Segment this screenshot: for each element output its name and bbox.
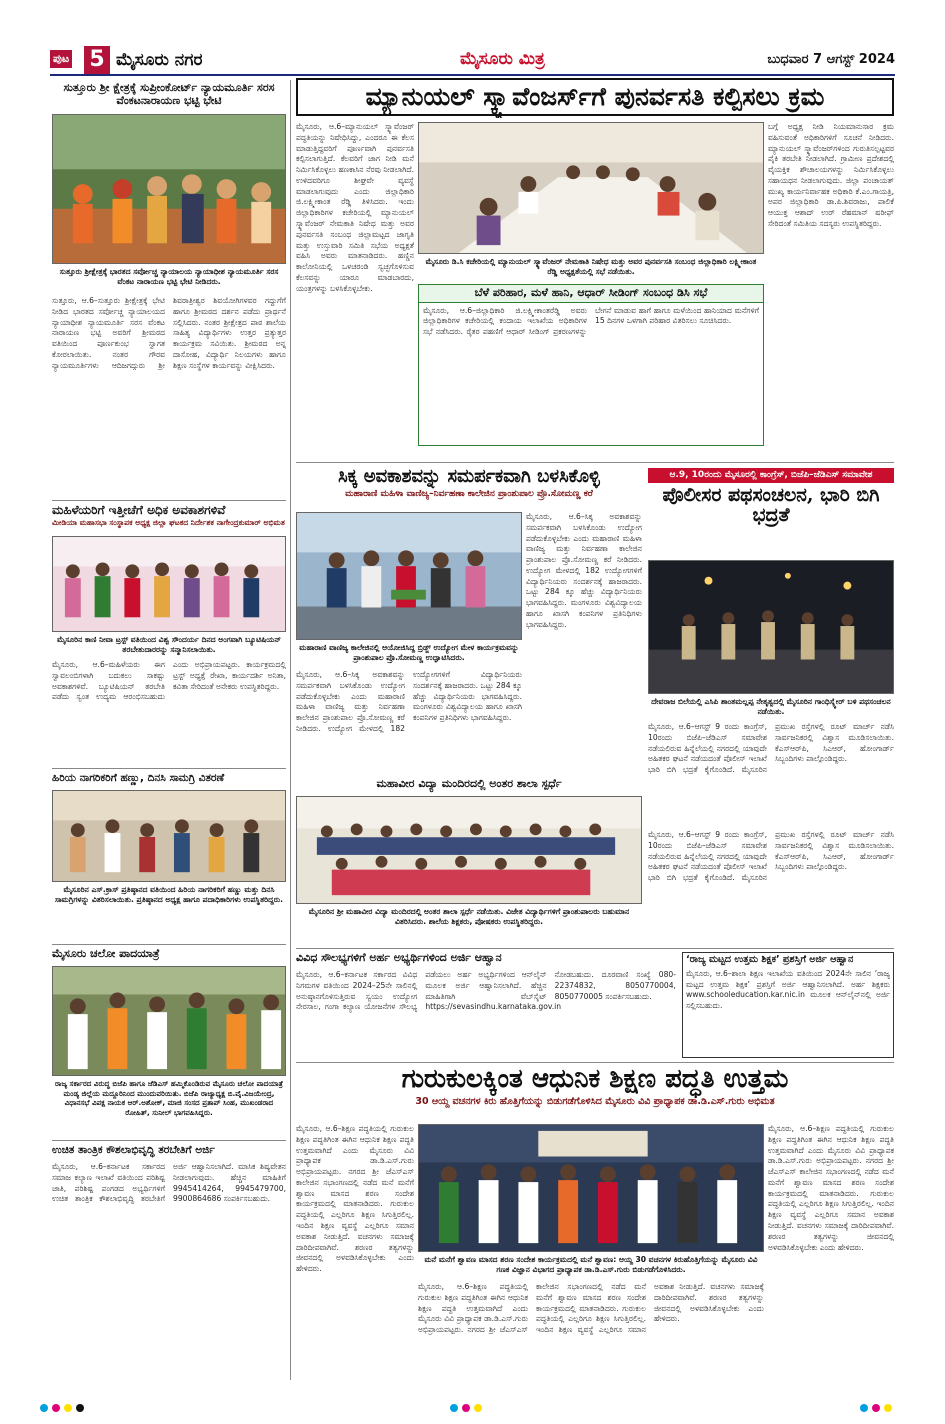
women-subhead: ಮೀಡಿಯಾ ಮಹಾಸಭಾ ಸಂಸ್ಥಾಪಕ ಅಧ್ಯಕ್ಷ ಜಿಲ್ಲಾ ಘಟಕದ ನಿರ್ದೇಶಕ ನಾಗೇಂದ್ರಕುಮಾರ್ ಅಭಿಮತ: [52, 517, 285, 527]
women-body: ಮೈಸೂರು, ಆ.6–ಮಹಿಳೆಯರು ಈಗ ಸ್ವಾವಲಂಬಿಗಳಾಗಿ ಬದುಕಲು ಸಾಕಷ್ಟು ಅವಕಾಶಗಳಿವೆ. ಬ್ಯೂಟಿಷಿಯನ್ ತರಬೇತಿ ಪಡೆದು ಸ್ವಂತ ಉದ್ಯಮ ಆರಂಭಿಸಬಹುದು ಎಂದು ಅಭಿಪ್ರಾಯಪಟ್ಟರು. ಕಾರ್ಯಕ್ರಮದಲ್ಲಿ ಟ್ರಸ್ಟ್ ಅಧ್ಯಕ್ಷೆ ರೇಖಾ, ಕಾರ್ಯದರ್ಶಿ ಅನಿತಾ, ಕವಿತಾ ಸೇರಿದಂತೆ ಅನೇಕರು ಉಪಸ್ಥಿತರಿದ್ದರು.: [52, 660, 286, 702]
gurukul-body-mid: ಮೈಸೂರು, ಆ.6–ಶಿಕ್ಷಣ ಪದ್ಧತಿಯಲ್ಲಿ ಗುರುಕುಲ ಶಿಕ್ಷಣ ಪದ್ಧತಿಗಿಂತ ಈಗಿನ ಆಧುನಿಕ ಶಿಕ್ಷಣ ಪದ್ಧತಿ ಉತ್ತಮವಾಗಿದೆ ಎಂದು ಮೈಸೂರು ವಿವಿ ಪ್ರಾಧ್ಯಾಪಕ ಡಾ.ಡಿ.ಎಸ್.ಗುರು ಅಭಿಪ್ರಾಯಪಟ್ಟರು. ನಗರದ ಶ್ರೀ ಜೆಎಸ್‌ಎಸ್ ಕಾಲೇಜಿನ ಸಭಾಂಗಣದಲ್ಲಿ ನಡೆದ ಮನೆ ಮನೆಗೆ ಶ್ವಾವಣ ಮಾಸದ ಶರಣ ಸಂದೇಶ ಕಾರ್ಯಕ್ರಮದಲ್ಲಿ ಮಾತನಾಡಿದರು. ಗುರುಕುಲ ಪದ್ಧತಿಯಲ್ಲಿ ಎಲ್ಲರಿಗೂ ಶಿಕ್ಷಣ ಸಿಗುತ್ತಿರಲಿಲ್ಲ. ಇಂದಿನ ಶಿಕ್ಷಣ ವ್ಯವಸ್ಥೆ ಎಲ್ಲರಿಗೂ ಸಮಾನ ಅವಕಾಶ ನೀಡುತ್ತಿದೆ. ವಚನಗಳು ಸಮಾಜಕ್ಕೆ ದಾರಿದೀಪವಾಗಿವೆ. ಶರಣರ ತತ್ವಗಳನ್ನು ಜೀವನದಲ್ಲಿ ಅಳವಡಿಸಿಕೊಳ್ಳಬೇಕು ಎಂದು ಹೇಳಿದರು.: [418, 1282, 764, 1335]
women-caption-wrap: [52, 634, 286, 658]
jobs-headline: ವಿವಿಧ ಸೌಲಭ್ಯಗಳಿಗೆ ಅರ್ಹ ಅಭ್ಯರ್ಥಿಗಳಿಂದ ಅರ್ಜಿ ಆಹ್ವಾನ: [296, 952, 502, 964]
column-divider: [290, 80, 291, 1380]
gurukul-body-left-wrap: [296, 1124, 414, 1374]
rule: [52, 768, 286, 769]
elders-headline-wrap: [52, 772, 286, 788]
rally-tag-line: ಆ.9, 10ರಂದು ಮೈಸೂರಲ್ಲಿ ಕಾಂಗ್ರೆಸ್, ಬಿಜೆಪಿ–ಜೆಡಿಎಸ್ ಸಮಾವೇಶ: [669, 470, 873, 480]
women-headline: ಮಹಿಳೆಯರಿಗೆ ಇತ್ತೀಚೆಗೆ ಅಧಿಕ ಅವಕಾಶಗಳಿವೆ: [52, 504, 226, 517]
chalo-caption: ರಾಜ್ಯ ಸರ್ಕಾರದ ವಿರುದ್ಧ ಬಿಜೆಪಿ ಹಾಗೂ ಜೆಡಿಎಸ್ ಹಮ್ಮಿಕೊಂಡಿರುವ ಮೈಸೂರು ಚಲೋ ಪಾದಯಾತ್ರೆ ಮಂಡ್ಯ ಜಿಲ್ಲೆಯ ಮದ್ದೂರಿನಿಂದ ಮುಂದುವರಿಯಿತು. ಬಿಜೆಪಿ ರಾಜ್ಯಾಧ್ಯಕ್ಷ ಬಿ.ವೈ.ವಿಜಯೇಂದ್ರ, ವಿಧಾನಸಭೆ ವಿಪಕ್ಷ ನಾಯಕ ಆರ್.ಅಶೋಕ್, ಮಾಜಿ ಸಂಸದ ಪ್ರತಾಪ್ ಸಿಂಹ, ಮುಖಂಡರಾದ ರೋಹಿತ್, ಸುನೀಲ್ ಭಾಗವಹಿಸಿದ್ದರು.: [55, 1079, 283, 1118]
chalo-headline: ಮೈಸೂರು ಚಲೋ ಪಾದಯಾತ್ರೆ: [52, 948, 160, 960]
visit-photo: [52, 114, 286, 264]
quiz-headline: ಮಹಾವೀರ ವಿದ್ಯಾ ಮಂದಿರದಲ್ಲಿ ಅಂತರ ಶಾಲಾ ಸ್ಪರ್ಧೆ: [376, 778, 562, 790]
women-photo: [52, 536, 286, 632]
career-caption: ಮಹಾರಾಣಿ ವಾಣಿಜ್ಯ ಕಾಲೇಜಿನಲ್ಲಿ ಆಯೋಜಿಸಿದ್ದ ಬ್ರಿಡ್ಜ್ ಉದ್ಯೋಗ ಮೇಳ ಕಾರ್ಯಕ್ರಮವನ್ನು ಪ್ರಾಂಶುಪಾಲ ಪ್ರೊ.ಸೋಮಣ್ಣ ಉದ್ಘಾಟಿಸಿದರು.: [299, 643, 519, 663]
elders-photo: [52, 790, 286, 882]
women-body-wrap: [52, 660, 286, 764]
registration-dot: [474, 1404, 482, 1412]
registration-dot: [872, 1404, 880, 1412]
gurukul-caption: ಮನೆ ಮನೆಗೆ ಶ್ವಾವಣ ಮಾಸದ ಶರಣ ಸಂದೇಶ ಕಾರ್ಯಕ್ರಮದಲ್ಲಿ ಮನೆ ಶ್ವಾವಣ: ಆಯ್ದ 30 ವಚನಗಳ ಕಿರುಹೊತ್ತಿಗೆಯನ್ನು ಮೈಸೂರು ವಿವಿ ಗಣಕ ವಿಜ್ಞಾನ ವಿಭಾಗದ ಪ್ರಾಧ್ಯಾಪಕ ಡಾ.ಡಿ.ಎಸ್.ಗುರು ಬಿಡುಗಡೆಗೊಳಿಸಿದರು.: [424, 1255, 758, 1275]
gurukul-body: ಮೈಸೂರು, ಆ.6–ಶಿಕ್ಷಣ ಪದ್ಧತಿಯಲ್ಲಿ ಗುರುಕುಲ ಶಿಕ್ಷಣ ಪದ್ಧತಿಗಿಂತ ಈಗಿನ ಆಧುನಿಕ ಶಿಕ್ಷಣ ಪದ್ಧತಿ ಉತ್ತಮವಾಗಿದೆ ಎಂದು ಮೈಸೂರು ವಿವಿ ಪ್ರಾಧ್ಯಾಪಕ ಡಾ.ಡಿ.ಎಸ್.ಗುರು ಅಭಿಪ್ರಾಯಪಟ್ಟರು. ನಗರದ ಶ್ರೀ ಜೆಎಸ್‌ಎಸ್ ಕಾಲೇಜಿನ ಸಭಾಂಗಣದಲ್ಲಿ ನಡೆದ ಮನೆ ಮನೆಗೆ ಶ್ವಾವಣ ಮಾಸದ ಶರಣ ಸಂದೇಶ ಕಾರ್ಯಕ್ರಮದಲ್ಲಿ ಮಾತನಾಡಿದರು. ಗುರುಕುಲ ಪದ್ಧತಿಯಲ್ಲಿ ಎಲ್ಲರಿಗೂ ಶಿಕ್ಷಣ ಸಿಗುತ್ತಿರಲಿಲ್ಲ. ಇಂದಿನ ಶಿಕ್ಷಣ ವ್ಯವಸ್ಥೆ ಎಲ್ಲರಿಗೂ ಸಮಾನ ಅವಕಾಶ ನೀಡುತ್ತಿದೆ. ವಚನಗಳು ಸಮಾಜಕ್ಕೆ ದಾರಿದೀಪವಾಗಿವೆ. ಶರಣರ ತತ್ವಗಳನ್ನು ಜೀವನದಲ್ಲಿ ಅಳವಡಿಸಿಕೊಳ್ಳಬೇಕು ಎಂದು ಹೇಳಿದರು.: [296, 1124, 414, 1274]
women-caption: ಮೈಸೂರಿನ ಕಾಣಿ ನೀವಾ ಟ್ರಸ್ಟ್ ವತಿಯಿಂದ ವಿಶ್ವ ಸೌಂದರ್ಯ ದಿನದ ಅಂಗವಾಗಿ ಬ್ಯೂಟಿಷಿಯನ್ ತರಬೇತುದಾರರನ್ನು ಸನ್ಮಾನಿಸಲಾಯಿತು.: [56, 635, 282, 655]
award-body: ಮೈಸೂರು, ಆ.6–ಶಾಲಾ ಶಿಕ್ಷಣ ಇಲಾಖೆಯ ವತಿಯಿಂದ 2024ನೇ ಸಾಲಿನ ‘ರಾಜ್ಯ ಮಟ್ಟದ ಉತ್ತಮ ಶಿಕ್ಷಕ’ ಪ್ರಶಸ್ತಿಗೆ ಅರ್ಜಿ ಆಹ್ವಾನಿಸಲಾಗಿದೆ. ಅರ್ಹ ಶಿಕ್ಷಕರು www.schooleducation.kar.nic.in ಮೂಲಕ ಆನ್‌ಲೈನ್‌ನಲ್ಲಿ ಅರ್ಜಿ ಸಲ್ಲಿಸಬಹುದು.: [686, 968, 890, 1011]
rally-headline-wrap: [648, 468, 894, 538]
gurukul-headline-wrap: [296, 1066, 894, 1122]
rally-body: ಮೈಸೂರು, ಆ.6–ಆಗಸ್ಟ್ 9 ರಂದು ಕಾಂಗ್ರೆಸ್, 10ರಂದು ಬಿಜೆಪಿ–ಜೆಡಿಎಸ್ ಸಮಾವೇಶ ನಡೆಯಲಿರುವ ಹಿನ್ನೆಲೆಯಲ್ಲಿ ನಗರದಲ್ಲಿ ಯಾವುದೇ ಅಹಿತಕರ ಘಟನೆ ನಡೆಯದಂತೆ ಪೊಲೀಸ್ ಇಲಾಖೆ ಭಾರಿ ಬಿಗಿ ಭದ್ರತೆ ಕೈಗೊಂಡಿದೆ. ಮೈಸೂರಿನ ಪ್ರಮುಖ ರಸ್ತೆಗಳಲ್ಲಿ ರೂಟ್ ಮಾರ್ಚ್ ನಡೆಸಿ ಸಾರ್ವಜನಿಕರಲ್ಲಿ ವಿಶ್ವಾಸ ಮೂಡಿಸಲಾಯಿತು. ಕೆಎಸ್‌ಆರ್‌ಪಿ, ಸಿಎಆರ್, ಹೋಂಗಾರ್ಡ್ ಸಿಬ್ಬಂದಿಗಳು ಪಾಲ್ಗೊಂಡಿದ್ದರು.: [648, 722, 894, 775]
scavengers-body: ಮೈಸೂರು, ಆ.6–ಮ್ಯಾನುಯಲ್ ಸ್ಕ್ಯಾವೆಂಜರ್ ಪದ್ಧತಿಯನ್ನು ನಿಷೇಧಿಸಿದ್ದು, ಎಂದರೂ ಈ ಕೆಲಸ ಮಾಡುತ್ತಿದ್ದವರಿಗೆ ಪೂರ್ಣವಾಗಿ ಪುನರ್ವಸತಿ ಕಲ್ಪಿಸಲಾಗುತ್ತಿದೆ. ಕೆಲವರಿಗೆ ಜಾಗ ನೀಡಿ ಮನೆ ನಿರ್ಮಿಸಿಕೊಳ್ಳಲು ಹಣಕಾಸಿನ ನೆರವು ನೀಡಲಾಗಿದೆ. ಉಳಿದವರಿಗೂ ಶೀಘ್ರವೇ ವ್ಯವಸ್ಥೆ ಮಾಡಲಾಗುವುದು ಎಂದು ಜಿಲ್ಲಾಧಿಕಾರಿ ಜಿ.ಲಕ್ಷ್ಮೀಕಾಂತ ರೆಡ್ಡಿ ತಿಳಿಸಿದರು. ಇಂದು ಜಿಲ್ಲಾಧಿಕಾರಿಗಳ ಕಚೇರಿಯಲ್ಲಿ ಮ್ಯಾನುಯಲ್ ಸ್ಕ್ಯಾವೆಂಜರ್ ನೇಮಕಾತಿ ನಿಷೇಧ ಮತ್ತು ಅವರ ಪುನರ್ವಸತಿ ಸಂಬಂಧ ಜಿಲ್ಲಾಮಟ್ಟದ ಜಾಗೃತಿ ಮತ್ತು ಉಸ್ತುವಾರಿ ಸಮಿತಿ ಸಭೆಯ ಅಧ್ಯಕ್ಷತೆ ವಹಿಸಿ ಅವರು ಮಾತನಾಡಿದರು. ಹಣ್ಣಿನ ಕಾಲೋನಿಯಲ್ಲಿ ಒಳಚರಂಡಿ ಸ್ವಚ್ಛಗೊಳಿಸುವ ಕೆಲಸವನ್ನು ಯಾರೂ ಮಾಡಬಾರದು, ಯಂತ್ರಗಳನ್ನು ಬಳಸಿಕೊಳ್ಳಬೇಕು.: [296, 122, 414, 293]
registration-dot: [450, 1404, 458, 1412]
registration-dot: [40, 1404, 48, 1412]
visit-caption-wrap: [52, 266, 286, 294]
career-caption-wrap: [296, 642, 522, 668]
visit-body-wrap: [52, 296, 286, 496]
career-photo: [296, 512, 522, 640]
gurukul-subhead: 30 ಆಯ್ದ ವಚನಗಳ ಕಿರು ಹೊತ್ತಿಗೆಯನ್ನು ಬಿಡುಗಡೆಗೊಳಿಸಿದ ಮೈಸೂರು ವಿವಿ ಪ್ರಾಧ್ಯಾಪಕ ಡಾ.ಡಿ.ಎಸ್.ಗುರು ಅಭಿಮತ: [415, 1096, 775, 1108]
rule: [296, 462, 894, 463]
scavengers-right-col-wrap: [768, 122, 894, 452]
rally-tag: [648, 468, 894, 483]
section-name: ಮೈಸೂರು ನಗರ: [116, 50, 203, 70]
registration-dot: [64, 1404, 72, 1412]
career-body-right-wrap: [526, 512, 642, 772]
career-body: ಮೈಸೂರು, ಆ.6–ಸಿಕ್ಕ ಅವಕಾಶವನ್ನು ಸಮರ್ಪಕವಾಗಿ ಬಳಸಿಕೊಂಡು ಉದ್ಯೋಗ ಪಡೆದುಕೊಳ್ಳಬೇಕು ಎಂದು ಮಹಾರಾಣಿ ಮಹಿಳಾ ವಾಣಿಜ್ಯ ಮತ್ತು ನಿರ್ವಹಣಾ ಕಾಲೇಜಿನ ಪ್ರಾಂಶುಪಾಲ ಪ್ರೊ.ಸೋಮಣ್ಣ ಕರೆ ನೀಡಿದರು. ಉದ್ಯೋಗ ಮೇಳದಲ್ಲಿ 182 ಉದ್ಯೋಗಗಳಿಗೆ ವಿದ್ಯಾರ್ಥಿನಿಯರು ಸಂದರ್ಶನಕ್ಕೆ ಹಾಜರಾದರು. ಒಟ್ಟು 284 ಕ್ಕೂ ಹೆಚ್ಚು ವಿದ್ಯಾರ್ಥಿನಿಯರು ಭಾಗವಹಿಸಿದ್ದರು. ಮಂಗಳೂರು ವಿಶ್ವವಿದ್ಯಾಲಯ ಹಾಗೂ ಖಾಸಗಿ ಕಂಪನಿಗಳ ಪ್ರತಿನಿಧಿಗಳು ಭಾಗವಹಿಸಿದ್ದರು.: [526, 512, 642, 629]
skill-headline: ಉಚಿತ ತಾಂತ್ರಿಕ ಕೌಶಲಾಭಿವೃದ್ಧಿ ತರಬೇತಿಗೆ ಅರ್ಜಿ: [52, 1144, 215, 1156]
visit-caption: ಸುತ್ತೂರು ಶ್ರೀಕ್ಷೇತ್ರಕ್ಕೆ ಭಾರತದ ಸರ್ವೋಚ್ಚ ನ್ಯಾಯಾಲಯ ನ್ಯಾಯಾಧೀಶ ನ್ಯಾಯಮೂರ್ತಿ ಸರಸ ವೆಂಕಟ ನಾರಾಯಣ ಭಟ್ಟಿ ಭೇಟಿ ನೀಡಿದರು.: [59, 267, 279, 287]
rule: [296, 1062, 894, 1063]
rule: [296, 948, 894, 949]
quiz-caption: ಮೈಸೂರಿನ ಶ್ರೀ ಮಹಾವೀರ ವಿದ್ಯಾ ಮಂದಿರದಲ್ಲಿ ಅಂತರ ಶಾಲಾ ಸ್ಪರ್ಧೆ ನಡೆಯಿತು. ವಿಜೇತ ವಿದ್ಯಾರ್ಥಿಗಳಿಗೆ ಪ್ರಾಂಶುಪಾಲರು ಬಹುಮಾನ ವಿತರಿಸಿದರು. ಶಾಲೆಯ ಶಿಕ್ಷಕರು, ಪೋಷಕರು ಉಪಸ್ಥಿತರಿದ್ದರು.: [308, 907, 630, 927]
chalo-photo: [52, 966, 286, 1076]
registration-dot: [860, 1404, 868, 1412]
registration-dot: [52, 1404, 60, 1412]
gurukul-body-right-wrap: [768, 1124, 894, 1374]
jobs-body: ಮೈಸೂರು, ಆ.6–ಕರ್ನಾಟಕ ಸರ್ಕಾರದ ವಿವಿಧ ನಿಗಮಗಳ ವತಿಯಿಂದ 2024–25ನೇ ಸಾಲಿನಲ್ಲಿ ಅನುಷ್ಠಾನಗೊಳಿಸುತ್ತಿರುವ ಸ್ವಯಂ ಉದ್ಯೋಗ ನೇರಸಾಲ, ಗಂಗಾ ಕಲ್ಯಾಣ ಯೋಜನೆಗಳ ಸೌಲಭ್ಯ ಪಡೆಯಲು ಅರ್ಹ ಅಭ್ಯರ್ಥಿಗಳಿಂದ ಆನ್‌ಲೈನ್ ಮೂಲಕ ಅರ್ಜಿ ಆಹ್ವಾನಿಸಲಾಗಿದೆ. ಹೆಚ್ಚಿನ ಮಾಹಿತಿಗಾಗಿ ವೆಬ್‌ಸೈಟ್ https://sevasindhu.karnataka.gov.in ನೋಡಬಹುದು. ದೂರವಾಣಿ ಸಂಖ್ಯೆ 080-22374832, 8050770004, 8050770005 ಸಂಪರ್ಕಿಸಬಹುದು.: [296, 970, 676, 1012]
visit-article-headline-wrap: [52, 82, 286, 112]
scavengers-caption-wrap: [418, 256, 764, 282]
rain-meeting-box: [418, 284, 764, 446]
rally-body-continued-wrap: [648, 830, 894, 944]
issue-date: ಬುಧವಾರ 7 ಆಗಸ್ಟ್ 2024: [767, 52, 895, 67]
gurukul-body-right: ಮೈಸೂರು, ಆ.6–ಶಿಕ್ಷಣ ಪದ್ಧತಿಯಲ್ಲಿ ಗುರುಕುಲ ಶಿಕ್ಷಣ ಪದ್ಧತಿಗಿಂತ ಈಗಿನ ಆಧುನಿಕ ಶಿಕ್ಷಣ ಪದ್ಧತಿ ಉತ್ತಮವಾಗಿದೆ ಎಂದು ಮೈಸೂರು ವಿವಿ ಪ್ರಾಧ್ಯಾಪಕ ಡಾ.ಡಿ.ಎಸ್.ಗುರು ಅಭಿಪ್ರಾಯಪಟ್ಟರು. ನಗರದ ಶ್ರೀ ಜೆಎಸ್‌ಎಸ್ ಕಾಲೇಜಿನ ಸಭಾಂಗಣದಲ್ಲಿ ನಡೆದ ಮನೆ ಮನೆಗೆ ಶ್ವಾವಣ ಮಾಸದ ಶರಣ ಸಂದೇಶ ಕಾರ್ಯಕ್ರಮದಲ್ಲಿ ಮಾತನಾಡಿದರು. ಗುರುಕುಲ ಪದ್ಧತಿಯಲ್ಲಿ ಎಲ್ಲರಿಗೂ ಶಿಕ್ಷಣ ಸಿಗುತ್ತಿರಲಿಲ್ಲ. ಇಂದಿನ ಶಿಕ್ಷಣ ವ್ಯವಸ್ಥೆ ಎಲ್ಲರಿಗೂ ಸಮಾನ ಅವಕಾಶ ನೀಡುತ್ತಿದೆ. ವಚನಗಳು ಸಮಾಜಕ್ಕೆ ದಾರಿದೀಪವಾಗಿವೆ. ಶರಣರ ತತ್ವಗಳನ್ನು ಜೀವನದಲ್ಲಿ ಅಳವಡಿಸಿಕೊಳ್ಳಬೇಕು ಎಂದು ಹೇಳಿದರು.: [768, 1124, 894, 1252]
career-body-lower: ಮೈಸೂರು, ಆ.6–ಸಿಕ್ಕ ಅವಕಾಶವನ್ನು ಸಮರ್ಪಕವಾಗಿ ಬಳಸಿಕೊಂಡು ಉದ್ಯೋಗ ಪಡೆದುಕೊಳ್ಳಬೇಕು ಎಂದು ಮಹಾರಾಣಿ ಮಹಿಳಾ ವಾಣಿಜ್ಯ ಮತ್ತು ನಿರ್ವಹಣಾ ಕಾಲೇಜಿನ ಪ್ರಾಂಶುಪಾಲ ಪ್ರೊ.ಸೋಮಣ್ಣ ಕರೆ ನೀಡಿದರು. ಉದ್ಯೋಗ ಮೇಳದಲ್ಲಿ 182 ಉದ್ಯೋಗಗಳಿಗೆ ವಿದ್ಯಾರ್ಥಿನಿಯರು ಸಂದರ್ಶನಕ್ಕೆ ಹಾಜರಾದರು. ಒಟ್ಟು 284 ಕ್ಕೂ ಹೆಚ್ಚು ವಿದ್ಯಾರ್ಥಿನಿಯರು ಭಾಗವಹಿಸಿದ್ದರು. ಮಂಗಳೂರು ವಿಶ್ವವಿದ್ಯಾಲಯ ಹಾಗೂ ಖಾಸಗಿ ಕಂಪನಿಗಳ ಪ್ರತಿನಿಧಿಗಳು ಭಾಗವಹಿಸಿದ್ದರು.: [296, 670, 522, 733]
quiz-headline-wrap: [296, 778, 642, 794]
rule: [52, 944, 286, 945]
chalo-caption-wrap: [52, 1078, 286, 1136]
page-label: ಪುಟ: [50, 50, 72, 68]
registration-dot: [462, 1404, 470, 1412]
skill-body-wrap: [52, 1162, 286, 1374]
rain-meeting-body: ಮೈಸೂರು, ಆ.6–ಜಿಲ್ಲಾಧಿಕಾರಿ ಜಿ.ಲಕ್ಷ್ಮೀಕಾಂತರೆಡ್ಡಿ ಅವರು ಜಿಲ್ಲಾಧಿಕಾರಿಗಳ ಕಚೇರಿಯಲ್ಲಿ ಕಂದಾಯ ಇಲಾಖೆಯ ಅಧಿಕಾರಿಗಳ ಸಭೆ ನಡೆಸಿದರು. ರೈತರ ಪಹಣಿಗೆ ಆಧಾರ್ ಸೀಡಿಂಗ್ ಪ್ರಕರಣಗಳನ್ನು ಬೇಗನೆ ಮಾಡುವ ಹಾಗೆ ಹಾಗೂ ಮಳೆಯಿಂದ ಹಾನಿಯಾದ ಮನೆಗಳಿಗೆ 15 ದಿನಗಳ ಒಳಗಾಗಿ ಪರಿಹಾರ ವಿತರಿಸಲು ಸೂಚಿಸಿದರು.: [423, 305, 759, 337]
rally-caption: ದೇವರಾಜ ಬಿಲೆಯಲ್ಲಿ ಎಸಿಪಿ ಶಾಂತಮಲ್ಲಪ್ಪ ನೇತೃತ್ವದಲ್ಲಿ ಮೈಸೂರಿನ ಗಾಂಧಿಸ್ಕ್ವೇರ್ ಬಳಿ ಪಥಸಂಚಲನ ನಡೆಯಿತು.: [651, 697, 891, 717]
quiz-caption-wrap: [296, 906, 642, 946]
rally-caption-wrap: [648, 696, 894, 720]
scavengers-headline: ಮ್ಯಾನುಯಲ್ ಸ್ಕ್ಯಾವೆಂಜರ್ಸ್‌ಗೆ ಪುನರ್ವಸತಿ ಕಲ್ಪಿಸಲು ಕ್ರಮ: [296, 78, 894, 116]
rain-meeting-headline: ಬೆಳೆ ಪರಿಹಾರ, ಮಳೆ ಹಾನಿ, ಆಧಾರ್ ಸೀಡಿಂಗ್ ಸಂಬಂಧ ಡಿಸಿ ಸಭೆ: [474, 286, 708, 299]
women-headline-wrap: [52, 504, 286, 534]
rally-body-continued: ಮೈಸೂರು, ಆ.6–ಆಗಸ್ಟ್ 9 ರಂದು ಕಾಂಗ್ರೆಸ್, 10ರಂದು ಬಿಜೆಪಿ–ಜೆಡಿಎಸ್ ಸಮಾವೇಶ ನಡೆಯಲಿರುವ ಹಿನ್ನೆಲೆಯಲ್ಲಿ ನಗರದಲ್ಲಿ ಯಾವುದೇ ಅಹಿತಕರ ಘಟನೆ ನಡೆಯದಂತೆ ಪೊಲೀಸ್ ಇಲಾಖೆ ಭಾರಿ ಬಿಗಿ ಭದ್ರತೆ ಕೈಗೊಂಡಿದೆ. ಮೈಸೂರಿನ ಪ್ರಮುಖ ರಸ್ತೆಗಳಲ್ಲಿ ರೂಟ್ ಮಾರ್ಚ್ ನಡೆಸಿ ಸಾರ್ವಜನಿಕರಲ್ಲಿ ವಿಶ್ವಾಸ ಮೂಡಿಸಲಾಯಿತು. ಕೆಎಸ್‌ಆರ್‌ಪಿ, ಸಿಎಆರ್, ಹೋಂಗಾರ್ಡ್ ಸಿಬ್ಬಂದಿಗಳು ಪಾಲ್ಗೊಂಡಿದ್ದರು.: [648, 830, 894, 883]
meeting-photo: [418, 122, 764, 254]
scavengers-body-wrap: [296, 122, 414, 452]
scavengers-right-col: ಬಗ್ಗೆ ಅಧ್ಯಕ್ಷ ನೀಡಿ ನಿಯಮಾನುಸಾರ ಕ್ರಮ ವಹಿಸುವಂತೆ ಅಧಿಕಾರಿಗಳಿಗೆ ಸೂಚನೆ ನೀಡಿದರು. ಮ್ಯಾನುಯಲ್ ಸ್ಕ್ಯಾವೆಂಜರ್‌ಗಳಿಂದ ಗುರುತಿಸಲ್ಪಟ್ಟವರ ಪೈಕಿ ತರಬೇತಿ ನೀಡಲಾಗಿದೆ. ಗ್ರಾಮೀಣ ಪ್ರದೇಶದಲ್ಲಿ ವೈಯಕ್ತಿಕ ಶೌಚಾಲಯಗಳನ್ನು ನಿರ್ಮಿಸಿಕೊಳ್ಳಲು ಸಹಾಯಧನ ನೀಡಲಾಗುವುದು. ಜಿಲ್ಲಾ ಪಂಚಾಯತ್ ಮುಖ್ಯ ಕಾರ್ಯನಿರ್ವಾಹಕ ಅಧಿಕಾರಿ ಕೆ.ಎಂ.ಗಾಯತ್ರಿ, ಅಪರ ಜಿಲ್ಲಾಧಿಕಾರಿ ಡಾ.ಪಿ.ಶಿವರಾಜು, ಪಾಲಿಕೆ ಆಯುಕ್ತ ಆಶಾದ್ ಉರ್ ರೆಹಮಾನ್ ಷರೀಫ್ ಸೇರಿದಂತೆ ಸಮಿತಿಯ ಸದಸ್ಯರು ಉಪಸ್ಥಿತರಿದ್ದರು.: [768, 122, 894, 229]
chalo-headline-wrap: [52, 948, 286, 964]
scavengers-caption: ಮೈಸೂರು ಡಿ.ಸಿ ಕಚೇರಿಯಲ್ಲಿ ಮ್ಯಾನುಯಲ್ ಸ್ಕ್ಯಾವೆಂಜರ್ ನೇಮಕಾತಿ ನಿಷೇಧ ಮತ್ತು ಅವರ ಪುನರ್ವಸತಿ ಸಂಬಂಧ ಜಿಲ್ಲಾಧಿಕಾರಿ ಲಕ್ಷ್ಮೀಕಾಂತ ರೆಡ್ಡಿ ಅಧ್ಯಕ್ಷತೆಯಲ್ಲಿ ಸಭೆ ನಡೆಯಿತು.: [425, 257, 757, 277]
jobs-body-wrap: [296, 970, 676, 1058]
visit-article-headline: ಸುತ್ತೂರು ಶ್ರೀ ಕ್ಷೇತ್ರಕ್ಕೆ ಸುಪ್ರೀಂಕೋರ್ಟ್ ನ್ಯಾಯಮೂರ್ತಿ ಸರಸ ವೆಂಕಟನಾರಾಯಣ ಭಟ್ಟಿ ಭೇಟಿ: [63, 82, 275, 107]
award-headline: ‘ರಾಜ್ಯ ಮಟ್ಟದ ಉತ್ತಮ ಶಿಕ್ಷಕ’ ಪ್ರಶಸ್ತಿಗೆ ಅರ್ಜಿ ಆಹ್ವಾನ: [686, 954, 854, 965]
gurukul-headline: ಗುರುಕುಲಕ್ಕಿಂತ ಆಧುನಿಕ ಶಿಕ್ಷಣ ಪದ್ಧತಿ ಉತ್ತಮ: [401, 1066, 789, 1094]
career-subhead: ಮಹಾರಾಣಿ ಮಹಿಳಾ ವಾಣಿಜ್ಯ–ನಿರ್ವಹಣಾ ಕಾಲೇಜಿನ ಪ್ರಾಂಶುಪಾಲ ಪ್ರೊ.ಸೋಮಣ್ಣ ಕರೆ: [345, 488, 593, 499]
career-headline-wrap: [296, 468, 642, 508]
scavengers-headline-wrap: [296, 78, 894, 118]
elders-headline: ಹಿರಿಯ ನಾಗರಿಕರಿಗೆ ಹಣ್ಣು, ದಿನಸಿ ಸಾಮಗ್ರಿ ವಿತರಣೆ: [52, 772, 225, 784]
elders-caption-wrap: [52, 884, 286, 940]
rally-headline: ಪೊಲೀಸರ ಪಥಸಂಚಲನ, ಭಾರಿ ಬಿಗಿ ಭದ್ರತೆ: [662, 484, 880, 527]
paper-name: ಮೈಸೂರು ಮಿತ್ರ: [460, 49, 545, 69]
quiz-photo: [296, 796, 642, 904]
visit-body: ಸುತ್ತೂರು, ಆ.6–ಸುತ್ತೂರು ಶ್ರೀಕ್ಷೇತ್ರಕ್ಕೆ ಭೇಟಿ ನೀಡಿದ ಭಾರತದ ಸರ್ವೋಚ್ಚ ನ್ಯಾಯಾಲಯದ ನ್ಯಾಯಾಧೀಶ ನ್ಯಾಯಮೂರ್ತಿ ಸರಸ ವೆಂಕಟ ನಾರಾಯಣ ಭಟ್ಟಿ ಅವರಿಗೆ ಶ್ರೀಮಠದ ವತಿಯಿಂದ ಪೂರ್ಣಕುಂಭ ಸ್ವಾಗತ ಕೋರಲಾಯಿತು. ನಂತರ ಗೌರವ ನ್ಯಾಯಮೂರ್ತಿಗಳು ಆದಿಜಗದ್ಗುರು ಶ್ರೀ ಶಿವರಾತ್ರೀಶ್ವರ ಶಿವಯೋಗಿಗಳವರ ಗದ್ದುಗೆಗೆ ಹಾಗೂ ಶ್ರೀಮಠದ ದರ್ಶನ ಪಡೆದು ಪ್ರಾರ್ಥನೆ ಸಲ್ಲಿಸಿದರು. ನಂತರ ಶ್ರೀಕ್ಷೇತ್ರದ ಪಾಠ ಶಾಲೆಯ ಸಾಹಿತ್ಯ ವಿದ್ಯಾರ್ಥಿಗಳು ಉತ್ತರ ಪ್ರತ್ಯುತ್ತರ ಕಾರ್ಯಕ್ರಮ ಸವಿಯಿತು. ಶ್ರೀಮಠದ ಅನ್ನ ದಾಸೋಹ, ವಿದ್ಯಾರ್ಥಿ ನಿಲಯಗಳು ಹಾಗೂ ಶಿಕ್ಷಣ ಸಂಸ್ಥೆಗಳ ಕಾರ್ಯವನ್ನು ವೀಕ್ಷಿಸಿದರು.: [52, 296, 286, 370]
rule: [52, 1140, 286, 1141]
masthead: [50, 46, 895, 76]
career-headline: ಸಿಕ್ಕ ಅವಕಾಶವನ್ನು ಸಮರ್ಪಕವಾಗಿ ಬಳಸಿಕೊಳ್ಳಿ: [338, 468, 600, 487]
skill-headline-wrap: [52, 1144, 286, 1160]
gurukul-body-mid-wrap: [418, 1282, 764, 1374]
gurukul-photo: [418, 1124, 764, 1252]
elders-caption: ಮೈಸೂರಿನ ಎಸ್.ಕ್ರಾಸ್ ಪ್ರತಿಷ್ಠಾನದ ವತಿಯಿಂದ ಹಿರಿಯ ನಾಗರಿಕರಿಗೆ ಹಣ್ಣು ಮತ್ತು ದಿನಸಿ ಸಾಮಗ್ರಿಗಳನ್ನು ವಿತರಿಸಲಾಯಿತು. ಪ್ರತಿಷ್ಠಾನದ ಅಧ್ಯಕ್ಷ ಹಾಗೂ ಪದಾಧಿಕಾರಿಗಳು ಉಪಸ್ಥಿತರಿದ್ದರು.: [54, 885, 284, 905]
skill-body: ಮೈಸೂರು, ಆ.6–ಕರ್ನಾಟಕ ಸರ್ಕಾರದ ಸಮಾಜ ಕಲ್ಯಾಣ ಇಲಾಖೆ ವತಿಯಿಂದ ಪರಿಶಿಷ್ಟ ಜಾತಿ, ಪರಿಶಿಷ್ಟ ಪಂಗಡದ ಅಭ್ಯರ್ಥಿಗಳಿಗೆ ಉಚಿತ ತಾಂತ್ರಿಕ ಕೌಶಲಾಭಿವೃದ್ಧಿ ತರಬೇತಿಗೆ ಅರ್ಜಿ ಆಹ್ವಾನಿಸಲಾಗಿದೆ. ಮಾಸಿಕ ಶಿಷ್ಯವೇತನ ನೀಡಲಾಗುವುದು. ಹೆಚ್ಚಿನ ಮಾಹಿತಿಗೆ 9945414264, 9945479700, 9900864686 ಸಂಪರ್ಕಿಸಬಹುದು.: [52, 1162, 286, 1204]
gurukul-caption-wrap: [418, 1254, 764, 1280]
registration-dot: [884, 1404, 892, 1412]
rule: [52, 500, 286, 501]
rally-body-wrap: [648, 722, 894, 826]
career-body-lower-wrap: [296, 670, 522, 772]
award-box: [682, 952, 894, 1058]
registration-dot: [76, 1404, 84, 1412]
rally-photo: [648, 560, 894, 694]
jobs-headline-wrap: [296, 952, 676, 968]
page-number: 5: [84, 46, 110, 74]
